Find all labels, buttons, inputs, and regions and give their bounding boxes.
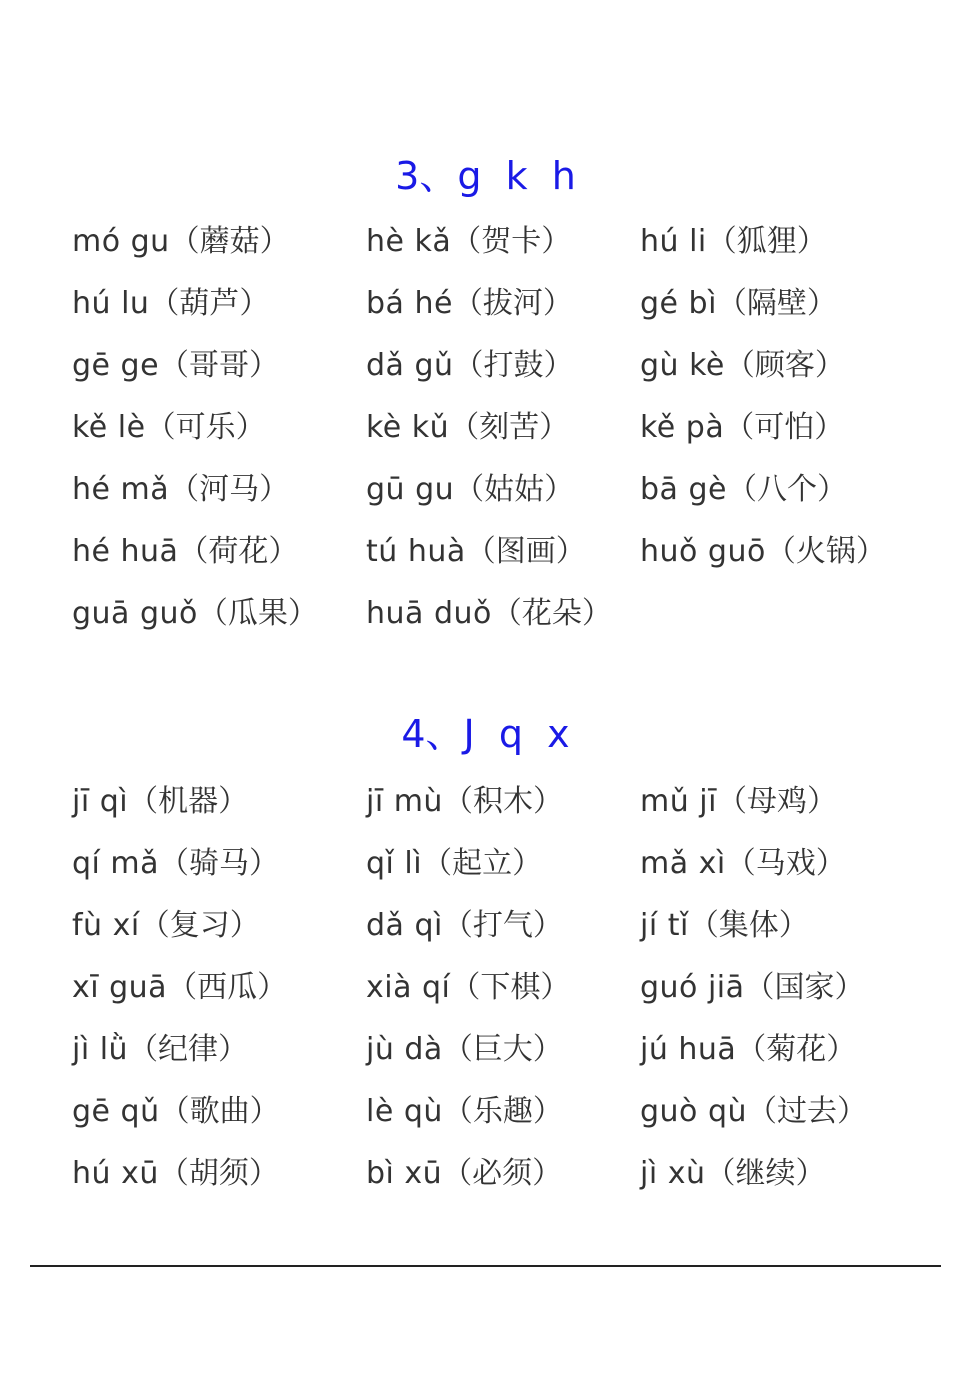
word-row	[72, 342, 952, 404]
hanzi-text: （打气）	[442, 908, 563, 943]
hanzi-text: （乐趣）	[442, 1094, 563, 1129]
pinyin-text: kě pà	[640, 410, 725, 445]
pinyin-text: jú huā	[640, 1032, 737, 1067]
word-item	[640, 280, 837, 328]
hanzi-text: （西瓜）	[167, 970, 288, 1005]
hanzi-text: （国家）	[744, 970, 865, 1005]
word-row	[72, 902, 952, 964]
pinyin-text: dǎ gǔ	[366, 348, 454, 383]
word-item	[640, 404, 844, 452]
pinyin-text: lè qù	[366, 1094, 443, 1129]
pinyin-text: hé huā	[72, 534, 179, 569]
hanzi-text: （蘑菇）	[169, 224, 290, 259]
pinyin-text: jí tǐ	[640, 908, 689, 943]
pinyin-text: huǒ guō	[640, 534, 766, 569]
pinyin-text: gù kè	[640, 348, 725, 383]
hanzi-text: （打鼓）	[453, 348, 574, 383]
pinyin-text: guā guǒ	[72, 596, 198, 631]
pinyin-text: gū gu	[366, 472, 455, 507]
word-item	[640, 1150, 825, 1198]
word-grid-jqx	[72, 778, 952, 1212]
hanzi-text: （贺卡）	[451, 224, 572, 259]
word-row	[72, 280, 952, 342]
hanzi-text: （姑姑）	[454, 472, 575, 507]
word-item	[640, 902, 809, 950]
word-item	[72, 1088, 280, 1136]
word-row	[72, 1088, 952, 1150]
word-item	[72, 1026, 248, 1074]
word-item	[72, 590, 318, 638]
pinyin-text: hé mǎ	[72, 472, 170, 507]
word-item	[640, 778, 837, 826]
word-item	[640, 840, 846, 888]
hanzi-text: （葫芦）	[149, 286, 270, 321]
word-grid-gkh	[72, 218, 952, 652]
word-item	[366, 1088, 563, 1136]
word-item	[366, 404, 569, 452]
hanzi-text: （河马）	[169, 472, 290, 507]
word-item	[72, 404, 266, 452]
pinyin-text: gē ge	[72, 348, 160, 383]
hanzi-text: （火锅）	[765, 534, 886, 569]
pinyin-text: bā gè	[640, 472, 727, 507]
hanzi-text: （巨大）	[442, 1032, 563, 1067]
hanzi-text: （哥哥）	[159, 348, 280, 383]
pinyin-text: xī guā	[72, 970, 168, 1005]
pinyin-text: gé bì	[640, 286, 717, 321]
bottom-divider	[30, 1265, 941, 1267]
hanzi-text: （刻苦）	[449, 410, 570, 445]
hanzi-text: （纪律）	[128, 1032, 249, 1067]
hanzi-text: （可乐）	[145, 410, 266, 445]
pinyin-text: jì xù	[640, 1156, 706, 1191]
word-item	[72, 778, 248, 826]
word-item	[72, 840, 279, 888]
pinyin-text: fù xí	[72, 908, 140, 943]
word-item	[72, 964, 287, 1012]
word-item	[366, 778, 563, 826]
hanzi-text: （花朵）	[491, 596, 612, 631]
pinyin-text: qí mǎ	[72, 846, 160, 881]
word-item	[366, 280, 573, 328]
word-item	[366, 1026, 563, 1074]
hanzi-text: （顾客）	[724, 348, 845, 383]
pinyin-text: xià qí	[366, 970, 451, 1005]
pinyin-text: mó gu	[72, 224, 170, 259]
word-item	[640, 1088, 867, 1136]
word-item	[72, 342, 279, 390]
hanzi-text: （母鸡）	[716, 784, 837, 819]
pinyin-text: guò qù	[640, 1094, 748, 1129]
word-item	[640, 1026, 856, 1074]
pinyin-text: kè kǔ	[366, 410, 450, 445]
word-item	[366, 964, 570, 1012]
word-item	[72, 466, 289, 514]
hanzi-text: （继续）	[705, 1156, 826, 1191]
pinyin-text: hú li	[640, 224, 707, 259]
hanzi-text: （机器）	[128, 784, 249, 819]
pinyin-text: bá hé	[366, 286, 453, 321]
word-item	[366, 218, 571, 266]
hanzi-text: （可怕）	[724, 410, 845, 445]
hanzi-text: （积木）	[442, 784, 563, 819]
pinyin-text: guó jiā	[640, 970, 745, 1005]
hanzi-text: （马戏）	[725, 846, 846, 881]
hanzi-text: （胡须）	[158, 1156, 279, 1191]
word-item	[366, 1150, 562, 1198]
word-item	[72, 218, 290, 266]
word-row	[72, 840, 952, 902]
hanzi-text: （骑马）	[159, 846, 280, 881]
word-item	[640, 342, 845, 390]
word-item	[640, 218, 827, 266]
word-item	[366, 342, 574, 390]
hanzi-text: （八个）	[726, 472, 847, 507]
word-row	[72, 528, 952, 590]
pinyin-text: mǎ xì	[640, 846, 726, 881]
word-item	[366, 466, 574, 514]
word-row	[72, 590, 952, 652]
pinyin-text: kě lè	[72, 410, 146, 445]
pinyin-text: jì lǜ	[72, 1032, 129, 1067]
word-row	[72, 964, 952, 1026]
word-row	[72, 1150, 952, 1212]
pinyin-text: qǐ lì	[366, 846, 423, 881]
word-item	[72, 528, 298, 576]
word-item	[366, 902, 563, 950]
pinyin-text: huā duǒ	[366, 596, 492, 631]
pinyin-text: mǔ jī	[640, 784, 717, 819]
hanzi-text: （起立）	[422, 846, 543, 881]
hanzi-text: （过去）	[747, 1094, 868, 1129]
hanzi-text: （下棋）	[450, 970, 571, 1005]
word-row	[72, 404, 952, 466]
hanzi-text: （菊花）	[736, 1032, 857, 1067]
pinyin-text: tú huà	[366, 534, 466, 569]
pinyin-text: hú lu	[72, 286, 150, 321]
hanzi-text: （狐狸）	[706, 224, 827, 259]
word-row	[72, 466, 952, 528]
section-title-jqx: 4、J q x	[401, 712, 570, 756]
pinyin-text: gē qǔ	[72, 1094, 160, 1129]
word-item	[640, 466, 847, 514]
hanzi-text: （图画）	[465, 534, 586, 569]
section-title-gkh: 3、g k h	[395, 154, 576, 198]
word-item	[72, 1150, 279, 1198]
word-row	[72, 218, 952, 280]
word-item	[366, 840, 542, 888]
hanzi-text: （必须）	[442, 1156, 563, 1191]
pinyin-text: dǎ qì	[366, 908, 443, 943]
hanzi-text: （歌曲）	[159, 1094, 280, 1129]
hanzi-text: （集体）	[688, 908, 809, 943]
pinyin-text: jù dà	[366, 1032, 443, 1067]
hanzi-text: （复习）	[139, 908, 260, 943]
word-item	[72, 902, 260, 950]
word-row	[72, 778, 952, 840]
hanzi-text: （拔河）	[452, 286, 573, 321]
pinyin-text: hú xū	[72, 1156, 159, 1191]
hanzi-text: （瓜果）	[197, 596, 318, 631]
word-item	[640, 964, 865, 1012]
word-row	[72, 1026, 952, 1088]
word-item	[640, 528, 886, 576]
word-item	[72, 280, 269, 328]
pinyin-text: jī mù	[366, 784, 443, 819]
word-item	[366, 590, 612, 638]
pinyin-text: hè kǎ	[366, 224, 452, 259]
word-item	[366, 528, 586, 576]
hanzi-text: （隔壁）	[716, 286, 837, 321]
hanzi-text: （荷花）	[178, 534, 299, 569]
pinyin-text: bì xū	[366, 1156, 443, 1191]
pinyin-text: jī qì	[72, 784, 129, 819]
